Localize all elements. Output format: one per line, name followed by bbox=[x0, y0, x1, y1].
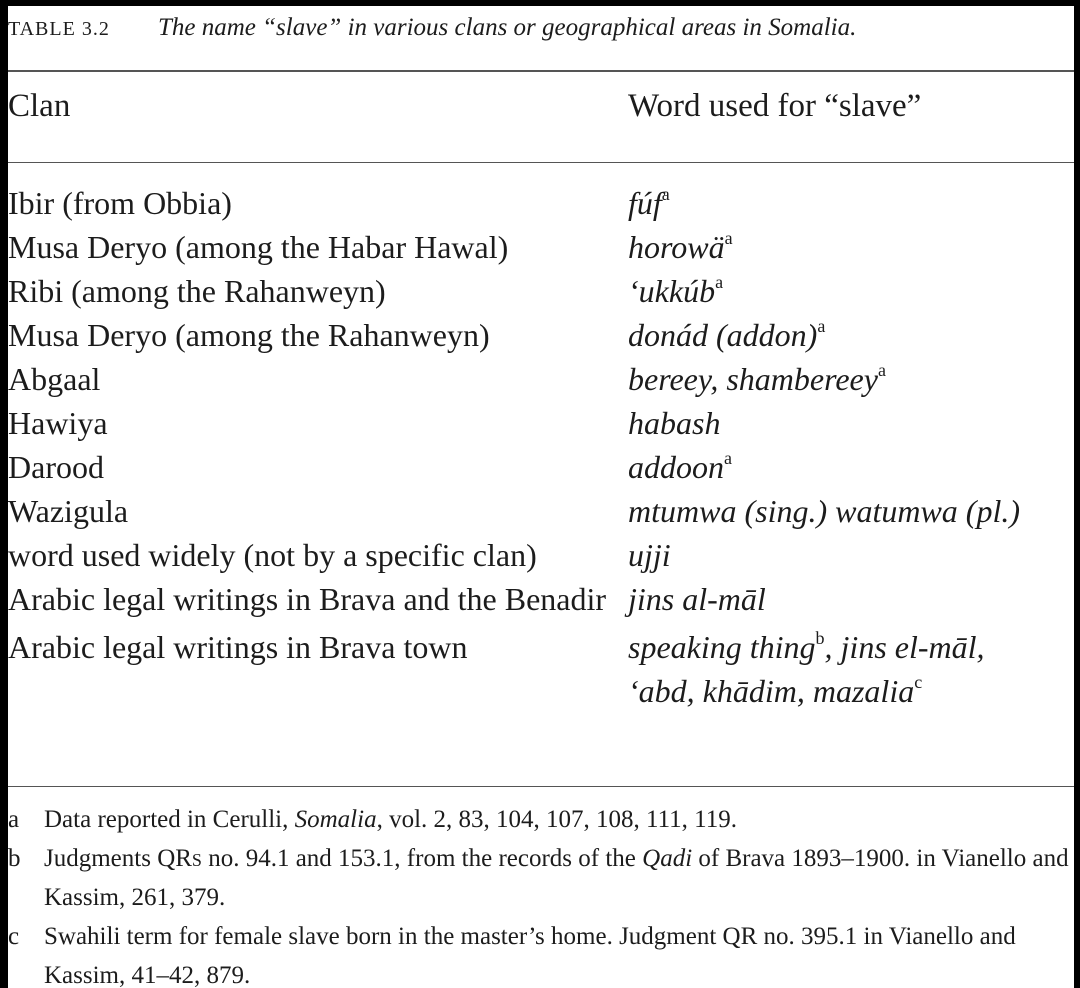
footnote-ref-a: a bbox=[661, 184, 670, 204]
table-row bbox=[8, 313, 1074, 357]
word-cell: ‘ukkúb$^a$ bbox=[628, 272, 724, 309]
footnote-ref-a: a bbox=[715, 272, 724, 292]
footnote-mark: c bbox=[8, 923, 20, 950]
footnote-mark: a bbox=[8, 806, 20, 833]
table-row bbox=[8, 401, 1074, 445]
footnotes bbox=[8, 800, 1074, 988]
footnote-b bbox=[8, 839, 1074, 917]
word-cell: speaking thing$^b$, jins el-māl, ‘abd, khādim, mazalia$^c$ bbox=[628, 628, 985, 709]
footnote-text: Judgments QRs no. 94.1 and 153.1, from the records of the Qadi of Brava 1893–1900. in Vianello and Kassim, 261, 379. bbox=[44, 845, 1069, 911]
footnote-a bbox=[8, 800, 1074, 839]
table-row bbox=[8, 357, 1074, 401]
word-cell: habash bbox=[628, 405, 721, 441]
word-cell: addoon$^a$ bbox=[628, 448, 732, 485]
clan-cell: Hawiya bbox=[8, 405, 108, 441]
footnote-c bbox=[8, 917, 1074, 988]
clan-cell: Abgaal bbox=[8, 361, 101, 397]
footnote-ref-a: a bbox=[877, 360, 886, 380]
header-rule bbox=[8, 162, 1074, 163]
table-row bbox=[8, 625, 1074, 713]
footnote-ref-a: a bbox=[724, 228, 733, 248]
clan-cell: Darood bbox=[8, 449, 104, 485]
word-cell: ujji bbox=[628, 537, 671, 573]
clan-cell: Ibir (from Obbia) bbox=[8, 185, 232, 221]
table-row bbox=[8, 445, 1074, 489]
clan-cell: Arabic legal writings in Brava and the Benadir bbox=[8, 581, 607, 617]
footnote-ref-c: c bbox=[914, 672, 923, 692]
word-cell: mtumwa (sing.) watumwa (pl.) bbox=[628, 493, 1020, 529]
clan-cell: Ribi (among the Rahanweyn) bbox=[8, 273, 386, 309]
table-row bbox=[8, 577, 1074, 621]
word-cell: bereey, shambereey$^a$ bbox=[628, 360, 886, 397]
table-row bbox=[8, 533, 1074, 577]
column-header-word: Word used for “slave” bbox=[628, 88, 922, 124]
clan-cell: Wazigula bbox=[8, 493, 129, 529]
clan-cell: Arabic legal writings in Brava town bbox=[8, 629, 468, 665]
clan-cell: Musa Deryo (among the Rahanweyn) bbox=[8, 317, 490, 353]
clan-cell: word used widely (not by a specific clan) bbox=[8, 537, 537, 573]
footnote-mark: b bbox=[8, 845, 21, 872]
footnote-ref-b: b bbox=[815, 628, 825, 648]
table-body bbox=[8, 181, 1074, 713]
footnote-ref-a: a bbox=[817, 316, 826, 336]
column-header-clan: Clan bbox=[8, 88, 71, 124]
table-row bbox=[8, 489, 1074, 533]
document-page bbox=[8, 6, 1074, 988]
table-row bbox=[8, 225, 1074, 269]
table-row bbox=[8, 269, 1074, 313]
footnote-rule bbox=[8, 786, 1074, 787]
table-label: TABLE 3.2 bbox=[8, 18, 110, 40]
top-rule bbox=[8, 70, 1074, 72]
word-cell: donád (addon)$^a$ bbox=[628, 316, 826, 353]
table-title: The name “slave” in various clans or geographical areas in Somalia. bbox=[158, 14, 857, 41]
word-cell: horowä$^a$ bbox=[628, 228, 733, 265]
table-row bbox=[8, 181, 1074, 225]
footnote-ref-a: a bbox=[724, 448, 732, 468]
word-cell: jins al-māl bbox=[628, 581, 766, 617]
footnote-text: Data reported in Cerulli, Somalia, vol. 2, 83, 104, 107, 108, 111, 119. bbox=[44, 806, 737, 833]
footnote-text: Swahili term for female slave born in the master’s home. Judgment QR no. 395.1 in Vianello and Kassim, 41–42, 879. bbox=[44, 923, 1016, 988]
word-cell: fúf$^a$ bbox=[628, 184, 670, 221]
clan-cell: Musa Deryo (among the Habar Hawal) bbox=[8, 229, 509, 265]
